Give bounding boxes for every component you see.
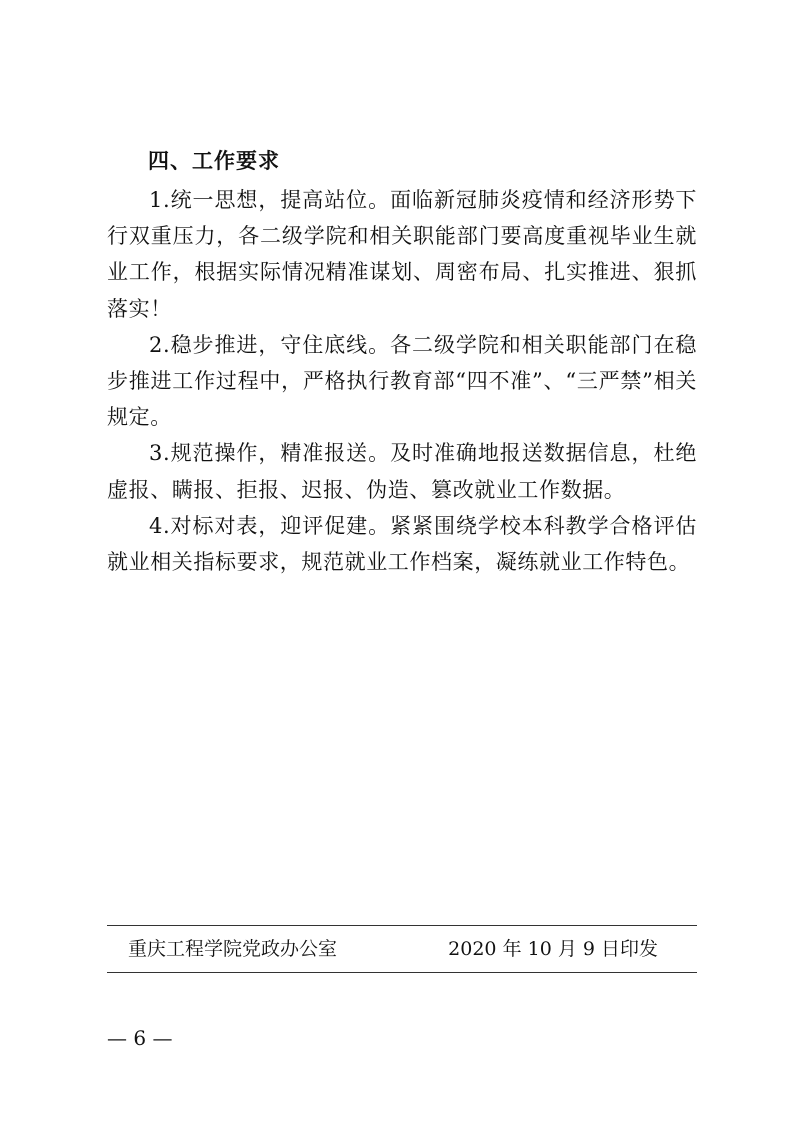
- paragraph-4: 4.对标对表，迎评促建。紧紧围绕学校本科教学合格评估就业相关指标要求，规范就业工作档案，凝练就业工作特色。: [107, 513, 697, 575]
- paragraph-3: 3.规范操作，精准报送。及时准确地报送数据信息，杜绝虚报、瞒报、拒报、迟报、伪造、篡改就业工作数据。: [107, 441, 697, 502]
- page-number: — 6 —: [107, 1026, 173, 1050]
- section-body: [107, 182, 697, 580]
- issuing-office: 重庆工程学院党政办公室: [128, 938, 338, 960]
- footer-bottom-rule: [107, 972, 697, 973]
- paragraph-1: 1.统一思想，提高站位。面临新冠肺炎疫情和经济形势下行双重压力，各二级学院和相关职能部门要高度重视毕业生就业工作，根据实际情况精准谋划、周密布局、扎实推进、狠抓落实！: [107, 188, 697, 321]
- section-heading: 四、工作要求: [148, 149, 280, 173]
- footer-top-rule: [107, 925, 697, 926]
- paragraph-2: 2.稳步推进，守住底线。各二级学院和相关职能部门在稳步推进工作过程中，严格执行教育部“四不准”、“三严禁”相关规定。: [107, 332, 697, 430]
- issue-date: 2020 年 10 月 9 日印发: [448, 938, 658, 960]
